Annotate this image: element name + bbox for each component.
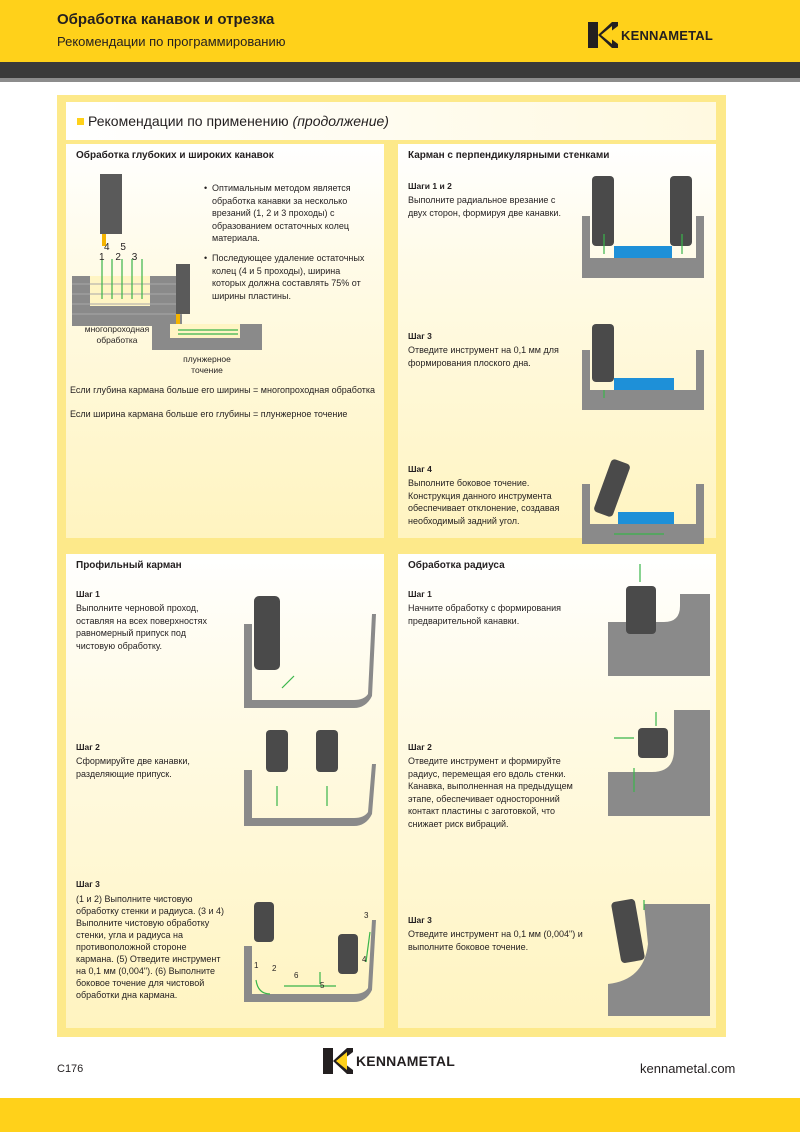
perp-step4-title: Шаг 4 — [408, 464, 432, 474]
profile-step1-title: Шаг 1 — [76, 589, 100, 599]
header-logo — [588, 22, 713, 48]
pass-number-1-2-3: 1 2 3 — [99, 252, 142, 263]
page-number: C176 — [57, 1063, 84, 1075]
footer-brand: KENNAMETAL — [356, 1053, 455, 1069]
profile-num-4: 4 — [362, 955, 367, 964]
profile-step2-title: Шаг 2 — [76, 742, 100, 752]
footer-url[interactable]: kennametal.com — [640, 1061, 736, 1076]
section-title-bar — [66, 102, 716, 140]
pass-number-4-5: 4 5 — [104, 242, 130, 253]
label-plunge: плунжерное точение — [183, 354, 231, 375]
perp-step4-text: Выполните боковое точение. Конструкция данного инструмента обеспечивает отклонение, создавая необходимый задний угол. — [408, 478, 560, 526]
radius-step3-text: Отведите инструмент на 0,1 мм (0,004") и выполните боковое точение. — [408, 929, 583, 952]
header-title: Обработка канавок и отрезка — [57, 11, 275, 28]
profile-pocket-title: Профильный карман — [76, 560, 182, 571]
perp-step3-text: Отведите инструмент на 0,1 мм для формирования плоского дна. — [408, 345, 559, 368]
radius-step2-title: Шаг 2 — [408, 742, 432, 752]
profile-step2-diagram — [242, 730, 382, 830]
profile-step3-title: Шаг 3 — [76, 879, 100, 889]
header-brand: KENNAMETAL — [621, 27, 714, 43]
radius-step1-text: Начните обработку с формирования предварительной канавки. — [408, 603, 562, 626]
profile-step1-text: Выполните черновой проход, оставляя на всех поверхностях равномерный припуск под чистовую обработку. — [76, 603, 208, 651]
deep-grooves-section — [66, 144, 384, 538]
profile-num-5: 5 — [320, 981, 325, 990]
page-title: Рекомендации по применению (продолжение) — [88, 113, 389, 129]
perp-step4-diagram — [578, 460, 708, 540]
kennametal-k-icon — [588, 22, 618, 48]
radius-title: Обработка радиуса — [408, 560, 505, 571]
rule-width: Если ширина кармана больше его глубины = плунжерное точение — [70, 409, 348, 419]
deep-grooves-title: Обработка глубоких и широких канавок — [76, 150, 274, 161]
rule-depth: Если глубина кармана больше его ширины = многопроходная обработка — [70, 385, 376, 395]
radius-step2-diagram — [604, 710, 714, 820]
profile-num-3: 3 — [364, 911, 369, 920]
perp-step1-diagram — [578, 176, 708, 276]
perpendicular-pocket-title: Карман с перпендикулярными стенками — [408, 150, 610, 161]
radius-step3-title: Шаг 3 — [408, 915, 432, 925]
header-dark-bar — [0, 62, 800, 78]
radius-step3-diagram — [604, 900, 714, 1020]
deep-bullet-1: • Оптимальным методом является обработка канавки за несколько врезаний (1, 2 и 3 проходы) с образованием остаточных колец материала. — [204, 182, 372, 245]
radius-section — [398, 554, 716, 1028]
perp-step1-text: Выполните радиальное врезание с двух сторон, формируя две канавки. — [408, 195, 561, 218]
bottom-yellow-bar — [0, 1098, 800, 1132]
yellow-square-icon — [77, 118, 84, 125]
profile-num-2: 2 — [272, 964, 277, 973]
profile-step3-text: (1 и 2) Выполните чистовую обработку стенки и радиуса. (3 и 4) Выполните чистовую обработку стенки, угла и радиуса на противоположной стороне кармана. (5) Отведите инструмент на 0,1 мм (0,004"). (6) Выполните боковое точение для чистовой обработки дна кармана. — [76, 894, 225, 1000]
perp-step3-title: Шаг 3 — [408, 331, 432, 341]
profile-num-1: 1 — [254, 961, 259, 970]
page-header — [0, 0, 800, 62]
profile-step3-diagram — [242, 902, 382, 1012]
radius-step1-diagram — [604, 560, 714, 680]
profile-step1-diagram — [242, 590, 382, 710]
profile-num-6: 6 — [294, 971, 299, 980]
label-multipass: многопроходная обработка — [84, 324, 150, 345]
perpendicular-pocket-section — [398, 144, 716, 538]
header-grey-bar — [0, 78, 800, 82]
profile-pocket-section — [66, 554, 384, 1028]
radius-step2-text: Отведите инструмент и формируйте радиус, перемещая его вдоль стенки. Канавка, выполненная на предыдущем этапе, обеспечивает односторонний контакт пластины с заготовкой, что снижает риск вибраций. — [408, 756, 573, 829]
profile-step2-text: Сформируйте две канавки, разделяющие припуск. — [76, 756, 190, 779]
header-subtitle: Рекомендации по программированию — [57, 34, 286, 49]
radius-step1-title: Шаг 1 — [408, 589, 432, 599]
kennametal-k-icon — [323, 1048, 353, 1074]
deep-bullet-2: • Последующее удаление остаточных колец (4 и 5 проходы), ширина которых должна составлять 75% от ширины пластины. — [204, 252, 372, 302]
perp-step1-title: Шаги 1 и 2 — [408, 181, 452, 191]
perp-step3-diagram — [578, 324, 708, 404]
footer-logo — [323, 1048, 455, 1074]
